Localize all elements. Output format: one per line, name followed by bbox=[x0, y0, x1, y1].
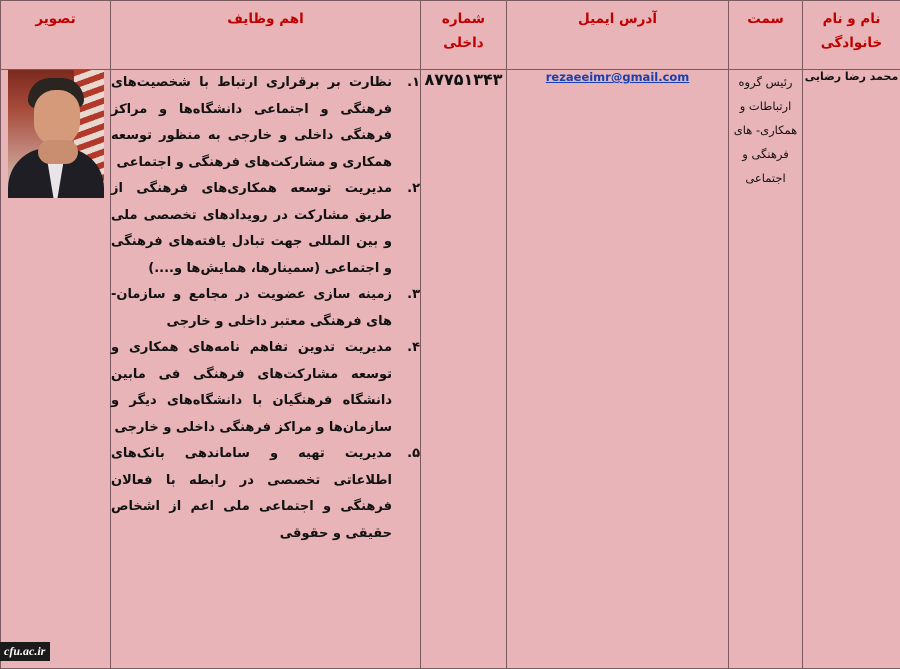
duty-item bbox=[111, 176, 420, 282]
header-name: نام و نام خانوادگی bbox=[803, 1, 900, 70]
header-extension: شماره داخلی bbox=[421, 1, 507, 70]
duty-number: ۵. bbox=[407, 446, 420, 461]
duties-cell bbox=[111, 70, 421, 669]
photo-cell bbox=[1, 70, 111, 669]
duty-number: ۲. bbox=[407, 181, 420, 196]
header-title: سمت bbox=[729, 1, 803, 70]
duty-number: ۳. bbox=[407, 287, 420, 302]
header-email: آدرس ایمیل bbox=[507, 1, 729, 70]
duty-text: نظارت بر برقراری ارتباط با شخصیت‌های فرهنگی و اجتماعی دانشگاه‌ها و مراکز فرهنگی داخلی و خارجی به منظور توسعه همکاری و مشارکت‌های فرهنگی و اجتماعی bbox=[111, 75, 392, 170]
staff-photo bbox=[8, 70, 104, 198]
site-watermark: cfu.ac.ir bbox=[0, 642, 50, 661]
duty-text: زمینه سازی عضویت در مجامع و سازمان- های فرهنگی معتبر داخلی و خارجی bbox=[111, 287, 392, 329]
duties-list bbox=[111, 70, 420, 547]
email-link[interactable]: rezaeeimr@gmail.com bbox=[545, 70, 690, 84]
email-cell bbox=[507, 70, 729, 669]
duty-text: مدیریت تدوین تفاهم نامه‌های همکاری و توسعه مشارکت‌های فرهنگی فی مابین دانشگاه فرهنگیان با دانشگاه‌های دیگر و سازمان‌ها و مراکز فرهنگی داخلی و خارجی bbox=[111, 340, 392, 435]
photo-face bbox=[34, 90, 80, 146]
duty-item bbox=[111, 441, 420, 547]
duty-text: مدیریت تهیه و ساماندهی بانک‌های اطلاعاتی تخصصی در رابطه با فعالان فرهنگی و اجتماعی ملی اعم از اشخاص حقیقی و حقوقی bbox=[111, 446, 392, 541]
duty-number: ۱. bbox=[407, 75, 420, 90]
extension-number: ۸۷۷۵۱۳۴۳ bbox=[421, 70, 507, 669]
table-row bbox=[1, 70, 900, 669]
duty-item bbox=[111, 70, 420, 176]
staff-title: رئیس گروه ارتباطات و همکاری- های فرهنگی و اجتماعی bbox=[729, 70, 803, 669]
duty-item bbox=[111, 335, 420, 441]
duty-item bbox=[111, 282, 420, 335]
header-photo: تصویر bbox=[1, 1, 111, 70]
duty-text: مدیریت توسعه همکاری‌های فرهنگی از طریق مشارکت در رویدادهای تخصصی ملی و بین المللی جهت تبادل یافته‌های فرهنگی و اجتماعی (سمینارها، همایش‌ها و....) bbox=[111, 181, 392, 276]
header-duties: اهم وظایف bbox=[111, 1, 421, 70]
duty-number: ۴. bbox=[407, 340, 420, 355]
header-row bbox=[1, 1, 900, 70]
staff-name: محمد رضا رضایی bbox=[803, 70, 900, 669]
photo-hand bbox=[38, 140, 78, 164]
